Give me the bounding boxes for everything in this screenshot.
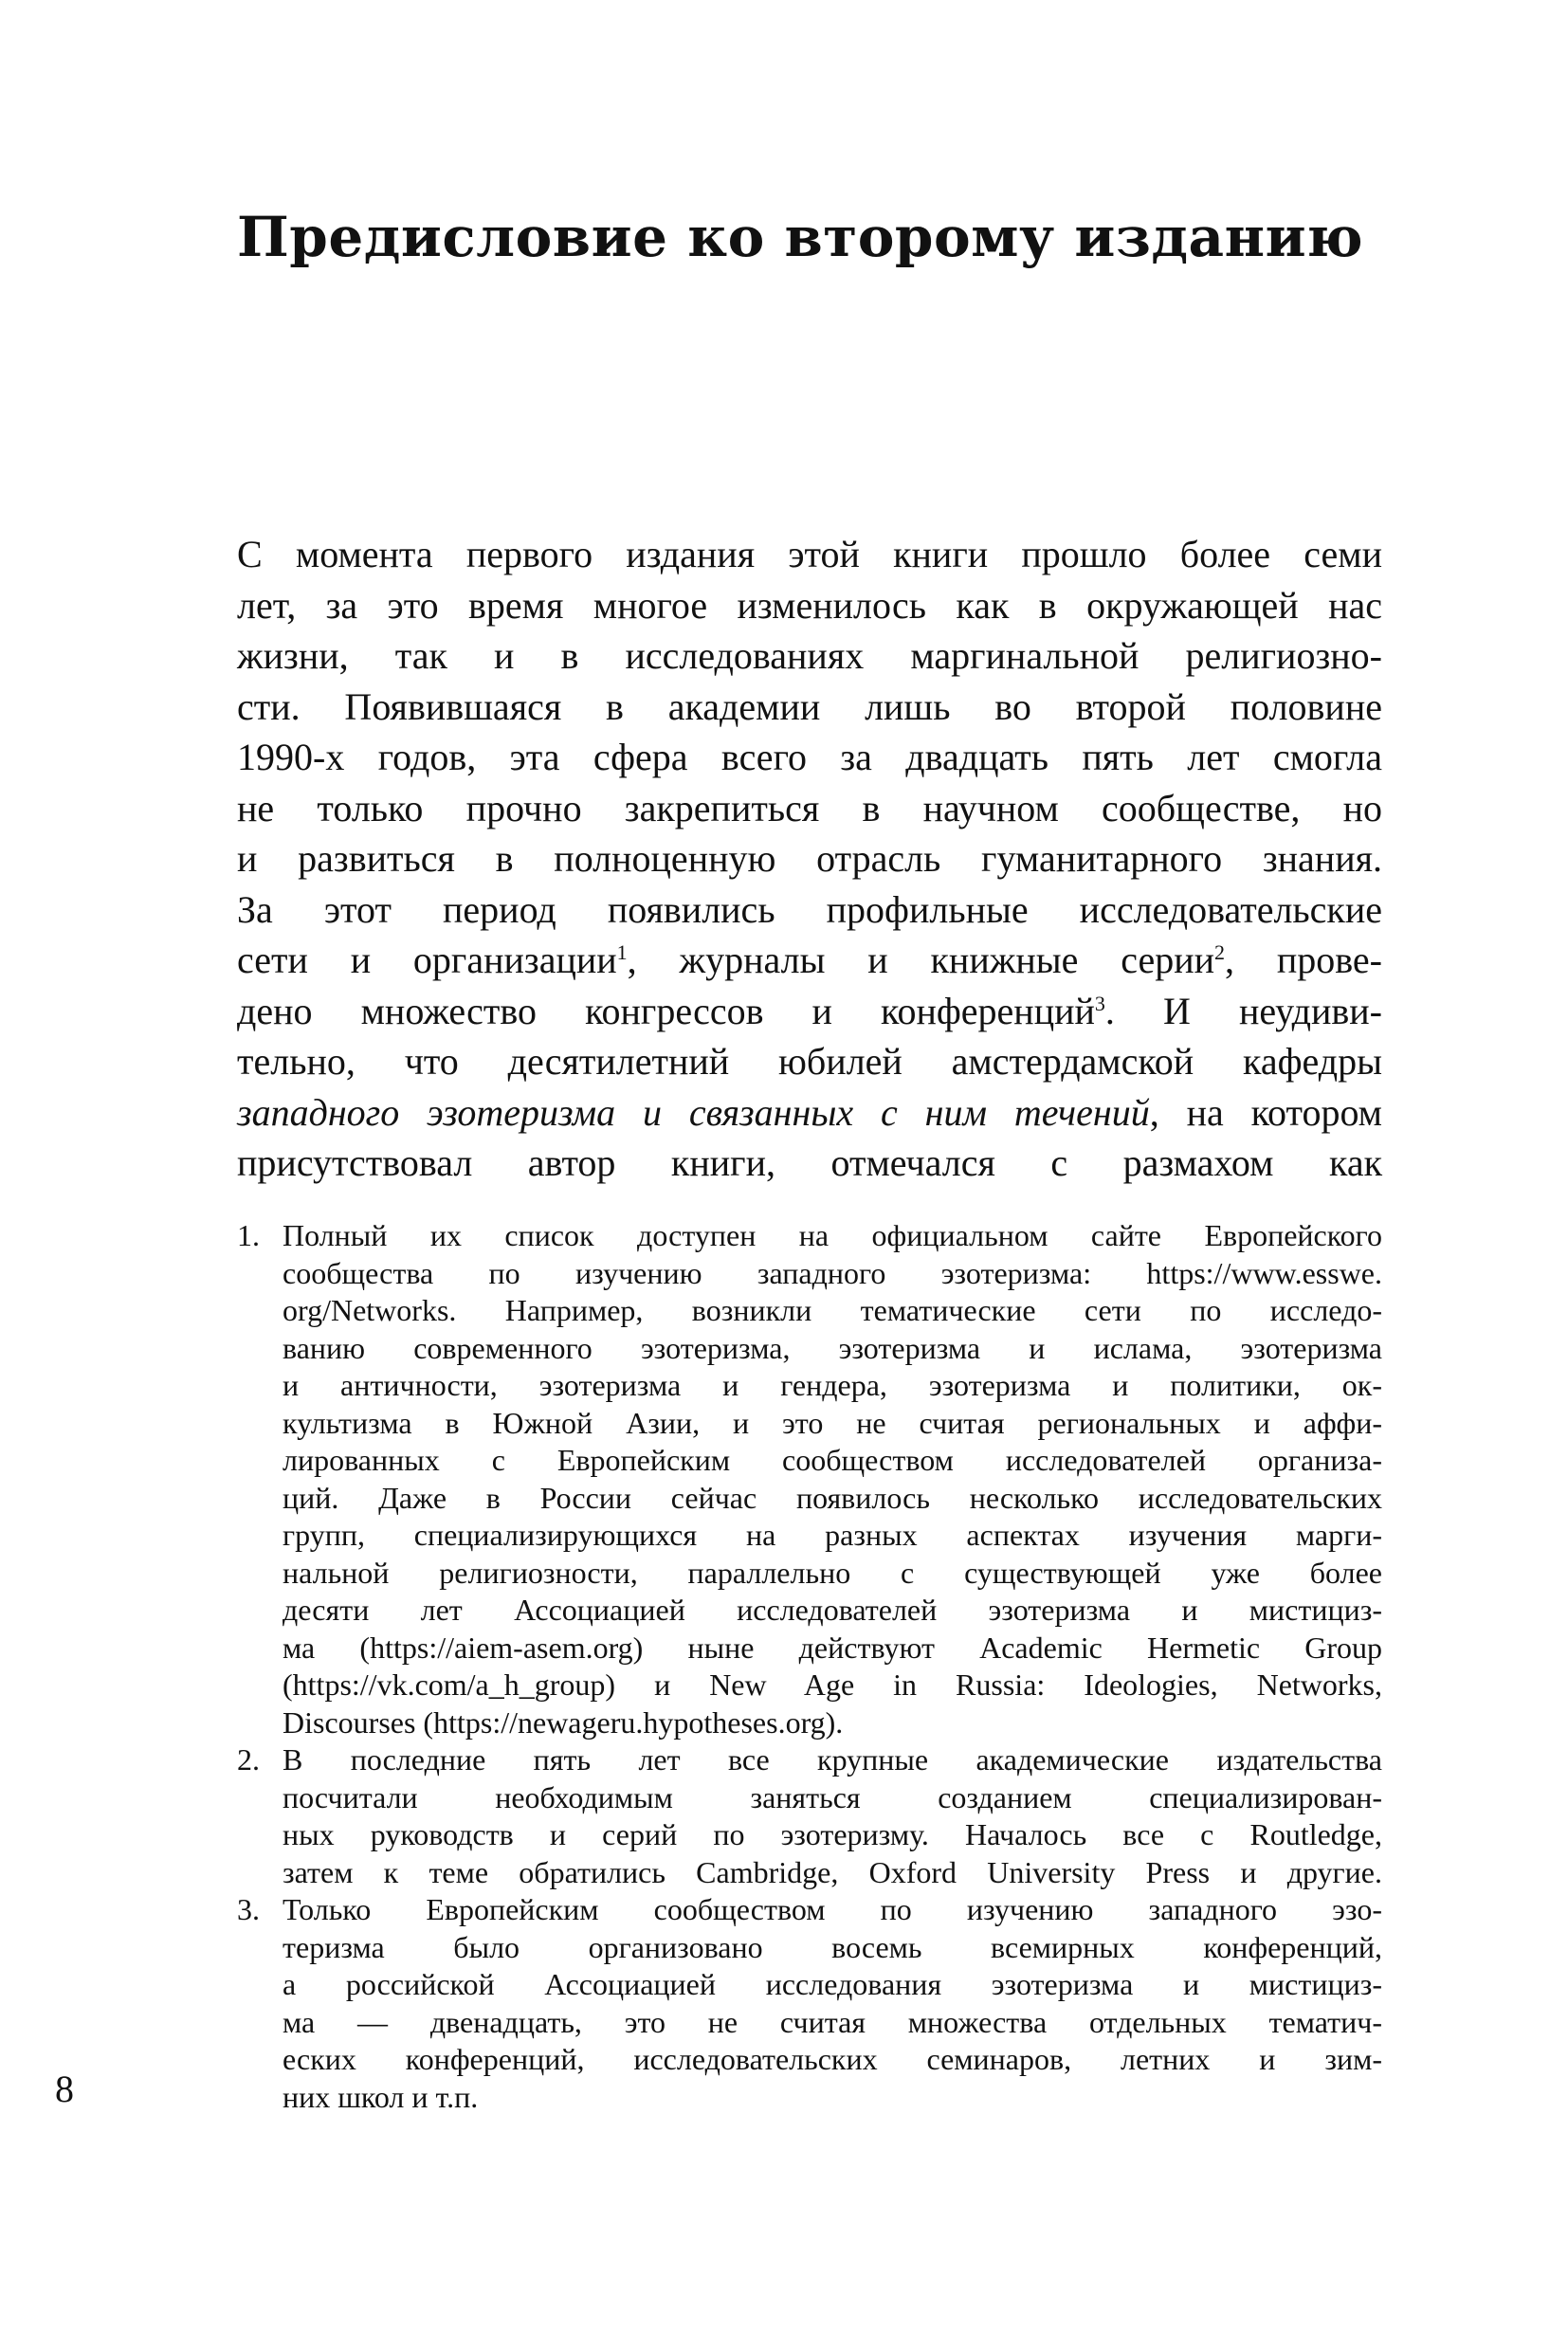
paragraph-line: присутствовал автор книги, отмечался с размахом как (237, 1141, 1382, 1184)
paragraph-line: 1990-х годов, эта сфера всего за двадцать пять лет смогла (237, 736, 1382, 778)
footnote-line: ций. Даже в России сейчас появилось несколько исследовательских (283, 1480, 1382, 1515)
paragraph-line (237, 935, 1382, 986)
footnotes-list (237, 1217, 1382, 2116)
main-paragraph (237, 529, 1382, 1189)
text-run: . И неудиви- (1104, 989, 1382, 1032)
footnote-line: ма (https://aiem-asem.org) ныне действуют Academic Hermetic Group (283, 1630, 1382, 1665)
paragraph-line: лет, за это время многое изменилось как в окружающей нас (237, 583, 1382, 627)
chapter-title: Предисловие ко второму изданию (237, 205, 1364, 269)
footnote-ref-2[interactable]: 2 (1214, 940, 1226, 964)
paragraph-line: не только прочно закрепиться в научном сообществе, но (237, 786, 1382, 829)
footnote-3 (237, 1891, 1382, 2116)
footnote-line: еских конференций, исследовательских семинаров, летних и зим- (283, 2042, 1382, 2076)
footnote-ref-3[interactable]: 3 (1094, 991, 1105, 1015)
footnote-line: Полный их список доступен на официальном сайте Европейского (283, 1218, 1382, 1252)
footnote-line: а российской Ассоциацией исследования эзотеризма и мистициз- (283, 1967, 1382, 2001)
footnote-line: ванию современного эзотеризма, эзотеризма и ислама, эзотеризма (283, 1330, 1382, 1365)
footnote-line: теризма было организовано восемь всемирных конференций, (283, 1929, 1382, 1964)
footnote-number: 2. (237, 1742, 260, 1777)
footnote-line: Discourses (https://newageru.hypotheses.org). (283, 1704, 844, 1740)
paragraph-line: За этот период появились профильные исследовательские (237, 887, 1382, 931)
footnote-line: лированных с Европейским сообществом исследователей организа- (283, 1443, 1382, 1477)
footnote-line: нальной религиозности, параллельно с существующей уже более (283, 1555, 1382, 1590)
footnote-line: них школ и т.п. (283, 2079, 479, 2114)
text-run: , журналы и книжные серии (627, 939, 1215, 981)
footnote-number: 1. (237, 1218, 260, 1252)
page-number: 8 (55, 2068, 74, 2110)
italic-term: западного эзотеризма и связанных с ним течений (237, 1090, 1150, 1134)
footnote-line: групп, специализирующихся на разных аспектах изучения марги- (283, 1518, 1382, 1552)
footnote-line: культизма в Южной Азии, и это не считая региональных и аффи- (283, 1405, 1382, 1440)
footnote-line: В последние пять лет все крупные академические издательства (283, 1742, 1382, 1777)
text-run: , прове- (1225, 939, 1382, 981)
footnote-line: и античности, эзотеризма и гендера, эзотеризма и политики, ок- (283, 1368, 1382, 1402)
footnote-line: Только Европейским сообществом по изучению западного эзо- (283, 1892, 1382, 1926)
paragraph-line: жизни, так и в исследованиях маргинальной религиозно- (237, 634, 1382, 677)
footnote-ref-1[interactable]: 1 (616, 940, 628, 964)
paragraph-line: сти. Появившаяся в академии лишь во второй половине (237, 684, 1382, 728)
book-page (237, 0, 1382, 2351)
paragraph-line: тельно, что десятилетний юбилей амстердамской кафедры (237, 1040, 1382, 1083)
footnote-1 (237, 1217, 1382, 1741)
footnote-line: десяти лет Ассоциацией исследователей эзотеризма и мистициз- (283, 1593, 1382, 1627)
footnote-line: ных руководств и серий по эзотеризму. Началось все с Routledge, (283, 1817, 1382, 1851)
text-run: сети и организации (237, 939, 617, 981)
footnote-line: затем к теме обратились Cambridge, Oxford University Press и другие. (283, 1854, 1382, 1889)
footnote-line: org/Networks. Например, возникли тематические сети по исследо- (283, 1293, 1382, 1327)
paragraph-line (237, 986, 1382, 1037)
footnote-line: ма — двенадцать, это не считая множества отдельных тематич- (283, 2004, 1382, 2039)
footnote-line: (https://vk.com/a_h_group) и New Age in Russia: Ideologies, Networks, (283, 1668, 1382, 1702)
footnote-line: посчитали необходимым заняться созданием специализирован- (283, 1779, 1382, 1814)
paragraph-line: и развиться в полноценную отрасль гуманитарного знания. (237, 837, 1382, 880)
paragraph-line (237, 1087, 1382, 1139)
footnote-line: сообщества по изучению западного эзотеризма: https://www.esswe. (283, 1255, 1382, 1290)
footnote-number: 3. (237, 1892, 260, 1926)
paragraph-line: С момента первого издания этой книги прошло более семи (237, 533, 1382, 575)
text-run: дено множество конгрессов и конференций (237, 989, 1095, 1032)
text-run: , на котором (1149, 1090, 1382, 1134)
footnote-2 (237, 1741, 1382, 1891)
